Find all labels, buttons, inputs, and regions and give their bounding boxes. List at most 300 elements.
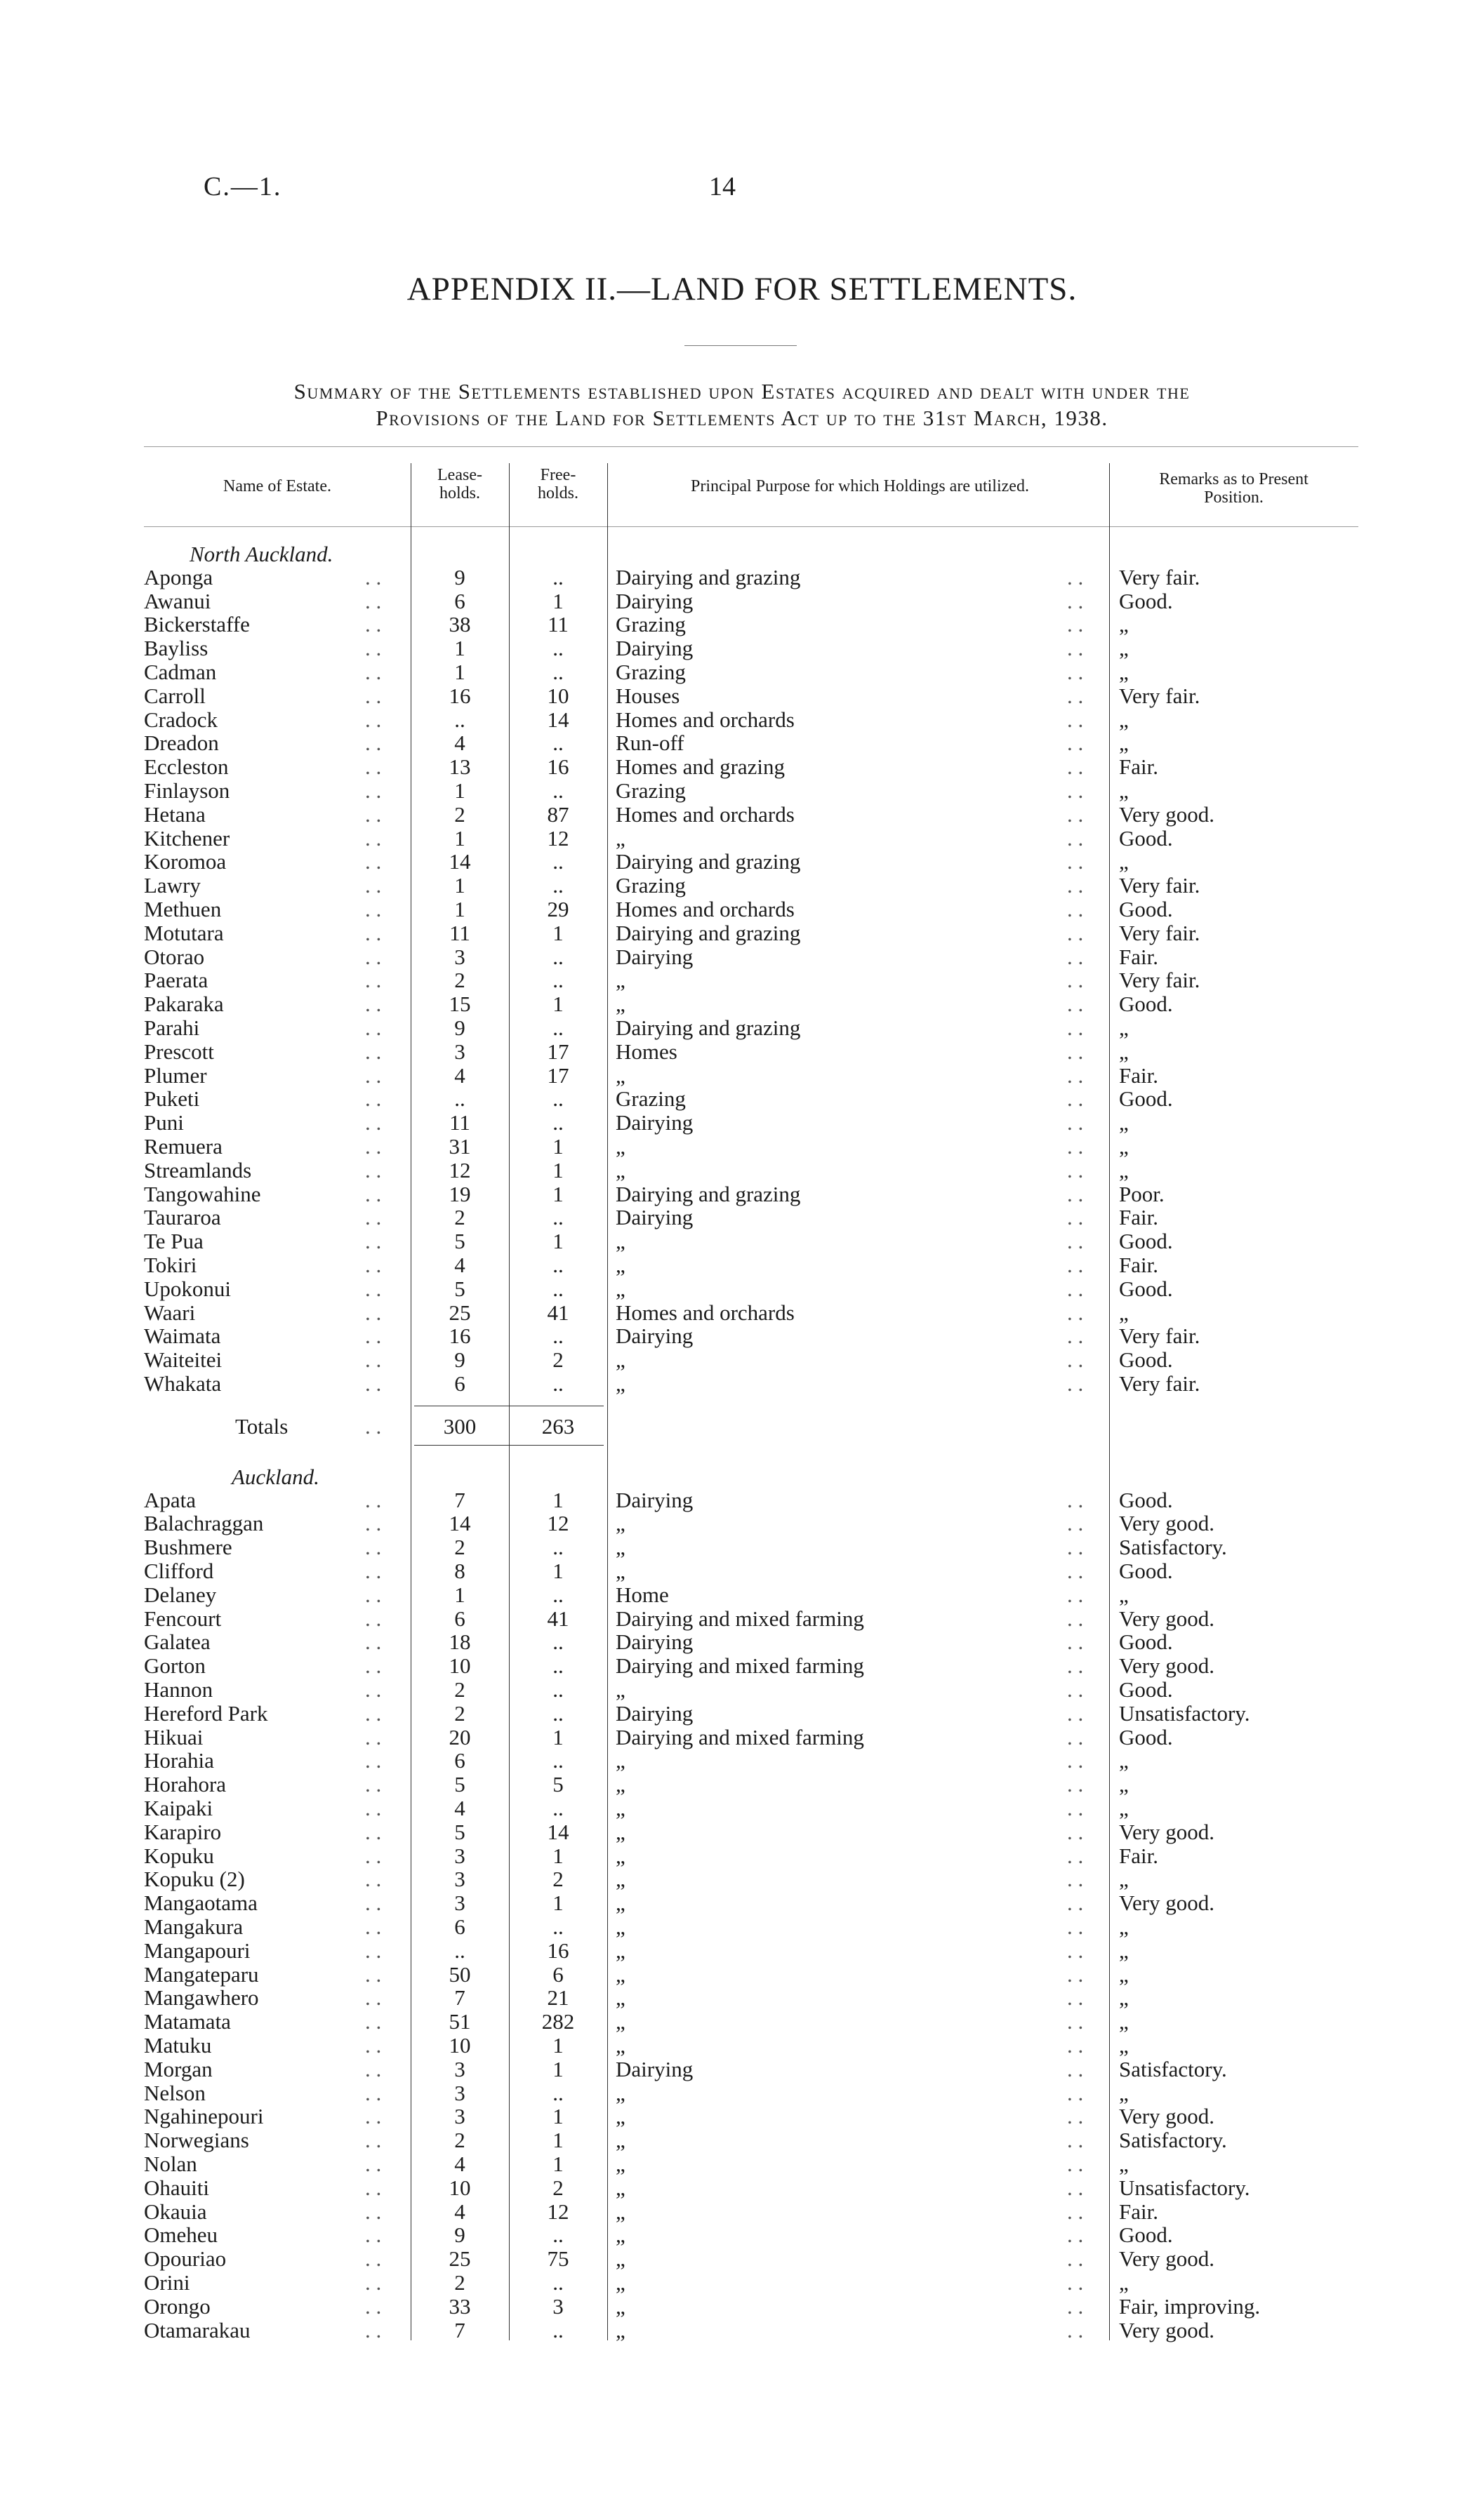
table-row — [0, 2200, 1484, 2223]
table-row — [0, 2319, 1484, 2342]
remarks-text: „ — [1119, 1867, 1129, 1892]
leaseholds-value: 19 — [449, 1181, 471, 1206]
purpose-text: Dairying and mixed farming — [616, 1724, 864, 1749]
leaseholds-value: 1 — [454, 825, 465, 851]
leader-dots: . . — [1067, 1157, 1084, 1182]
purpose-text: Dairying and grazing — [616, 920, 801, 945]
leaseholds-value: 4 — [454, 731, 465, 756]
purpose-text: „ — [616, 992, 625, 1017]
purpose-text: „ — [616, 968, 625, 993]
remarks-text: „ — [1119, 1582, 1129, 1607]
leaseholds-value: 1 — [454, 660, 465, 684]
leader-dots: . . — [365, 1914, 382, 1939]
leader-dots: . . — [1067, 1582, 1084, 1607]
estate-name: Nelson — [144, 2080, 206, 2105]
leader-dots: . . — [365, 1039, 382, 1064]
freeholds-value: 14 — [547, 707, 569, 732]
leaseholds-value: 9 — [454, 1015, 465, 1040]
purpose-text: „ — [616, 2080, 625, 2105]
leaseholds-value: 7 — [454, 1487, 465, 1512]
leaseholds-value: 25 — [449, 1300, 471, 1325]
remarks-text: „ — [1119, 849, 1129, 874]
leader-dots: . . — [1067, 2152, 1084, 2176]
purpose-text: „ — [616, 825, 625, 851]
estate-name: Puketi — [144, 1086, 200, 1112]
leader-dots: . . — [365, 2317, 382, 2342]
leaseholds-value: 3 — [454, 2104, 465, 2129]
estate-name: Parahi — [144, 1015, 200, 1040]
estate-name: Horahia — [144, 1748, 214, 1773]
remarks-text: Very good. — [1119, 1511, 1215, 1536]
leader-dots: . . — [365, 1157, 382, 1182]
leaseholds-value: 2 — [454, 1205, 465, 1230]
remarks-text: „ — [1119, 1134, 1129, 1159]
freeholds-value: .. — [552, 849, 564, 874]
remarks-text: „ — [1119, 612, 1129, 637]
freeholds-value: 1 — [552, 1487, 564, 1512]
summary-line-1: Summary of the Settlements established upon Estates acquired and dealt with under the — [293, 379, 1191, 404]
table-row — [0, 827, 1484, 850]
freeholds-value: .. — [552, 1276, 564, 1301]
leader-dots: . . — [1067, 1772, 1084, 1797]
remarks-text: Good. — [1119, 1677, 1173, 1702]
freeholds-value: 12 — [547, 825, 569, 851]
leader-dots: . . — [1067, 1371, 1084, 1396]
freeholds-value: 16 — [547, 1938, 569, 1963]
freeholds-value: .. — [552, 1535, 564, 1560]
leader-dots: . . — [1067, 754, 1084, 780]
leaseholds-value: 4 — [454, 1796, 465, 1820]
leader-dots: . . — [365, 1015, 382, 1040]
estate-name: Plumer — [144, 1062, 207, 1088]
leaseholds-value: 25 — [449, 2246, 471, 2272]
leaseholds-value: 2 — [454, 1700, 465, 1726]
leader-dots: . . — [1067, 1511, 1084, 1536]
remarks-text: „ — [1119, 1961, 1129, 1987]
remarks-text: Unsatisfactory. — [1119, 1700, 1250, 1726]
leader-dots: . . — [365, 2033, 382, 2058]
leader-dots: . . — [1067, 588, 1084, 613]
estate-name: Hikuai — [144, 1724, 204, 1749]
freeholds-value: 75 — [547, 2246, 569, 2272]
leaseholds-value: 3 — [454, 944, 465, 969]
freeholds-value: .. — [552, 2270, 564, 2295]
purpose-text: Dairying — [616, 588, 694, 613]
leaseholds-value: 51 — [449, 2009, 471, 2034]
remarks-text: Very fair. — [1119, 683, 1200, 708]
purpose-text: „ — [616, 1253, 625, 1277]
leaseholds-value: 2 — [454, 1677, 465, 1702]
leaseholds-value: 3 — [454, 2080, 465, 2105]
freeholds-value: 1 — [552, 1229, 564, 1254]
freeholds-value: .. — [552, 636, 564, 661]
leader-dots: . . — [365, 1724, 382, 1749]
leader-dots: . . — [1067, 2246, 1084, 2272]
table-row — [0, 850, 1484, 873]
leader-dots: . . — [1067, 1867, 1084, 1892]
table-row — [0, 1087, 1484, 1110]
leaseholds-value: .. — [454, 707, 465, 732]
remarks-text: „ — [1119, 1300, 1129, 1325]
leader-dots: . . — [1067, 1677, 1084, 1702]
table-row — [0, 921, 1484, 945]
freeholds-value: 17 — [547, 1039, 569, 1064]
leaseholds-value: 1 — [454, 778, 465, 803]
purpose-text: „ — [616, 1961, 625, 1987]
purpose-text: Dairying — [616, 1629, 694, 1655]
leader-dots: . . — [1067, 944, 1084, 969]
summary-line-2: Provisions of the Land for Settlements Act up to the 31st March, 1938. — [376, 406, 1108, 430]
estate-name: Hereford Park — [144, 1700, 268, 1726]
purpose-text: „ — [616, 2033, 625, 2058]
leaseholds-value: 13 — [449, 754, 471, 780]
table-row — [0, 613, 1484, 636]
estate-name: Whakata — [144, 1371, 222, 1396]
purpose-text: Dairying — [616, 1324, 694, 1349]
col-head-lease-1: Lease- — [437, 466, 482, 484]
leader-dots: . . — [1067, 2270, 1084, 2295]
table-row — [0, 1867, 1484, 1891]
leader-dots: . . — [1067, 1205, 1084, 1230]
leaseholds-value: 4 — [454, 2152, 465, 2176]
table-row — [0, 1535, 1484, 1559]
freeholds-value: 1 — [552, 2128, 564, 2153]
leaseholds-value: 16 — [449, 1324, 471, 1349]
leader-dots: . . — [365, 1276, 382, 1301]
totals-leaseholds: 300 — [443, 1413, 477, 1439]
leader-dots: . . — [365, 778, 382, 803]
purpose-text: „ — [616, 1843, 625, 1868]
freeholds-value: .. — [552, 1653, 564, 1679]
leader-dots: . . — [365, 1324, 382, 1349]
freeholds-value: .. — [552, 1371, 564, 1396]
leader-dots: . . — [365, 1134, 382, 1159]
estate-name: Fencourt — [144, 1606, 222, 1631]
table-row — [0, 968, 1484, 992]
leaseholds-value: 33 — [449, 2293, 471, 2319]
leader-dots: . . — [1067, 1324, 1084, 1349]
leaseholds-value: 10 — [449, 2033, 471, 2058]
table-row — [0, 1348, 1484, 1371]
purpose-text: „ — [616, 1535, 625, 1560]
purpose-text: „ — [616, 1891, 625, 1916]
purpose-text: „ — [616, 1914, 625, 1939]
estate-name: Tangowahine — [144, 1181, 261, 1206]
table-row — [0, 1796, 1484, 1820]
leader-dots: . . — [365, 1748, 382, 1773]
freeholds-value: .. — [552, 1205, 564, 1230]
estate-name: Kaipaki — [144, 1796, 213, 1820]
leader-dots: . . — [1067, 1843, 1084, 1868]
purpose-text: „ — [616, 1772, 625, 1797]
leaseholds-value: 7 — [454, 2317, 465, 2342]
leaseholds-value: 14 — [449, 1511, 471, 1536]
freeholds-value: 10 — [547, 683, 569, 708]
leader-dots: . . — [365, 1253, 382, 1277]
remarks-text: Good. — [1119, 1724, 1173, 1749]
estate-name: Tauraroa — [144, 1205, 221, 1230]
leader-dots: . . — [1067, 1276, 1084, 1301]
table-row — [0, 2152, 1484, 2175]
leader-dots: . . — [1067, 1300, 1084, 1325]
leader-dots: . . — [365, 1300, 382, 1325]
leaseholds-value: 38 — [449, 612, 471, 637]
purpose-text: „ — [616, 1157, 625, 1182]
freeholds-value: .. — [552, 1110, 564, 1135]
purpose-text: Dairying — [616, 1205, 694, 1230]
leader-dots: . . — [1067, 2222, 1084, 2248]
remarks-text: Good. — [1119, 1629, 1173, 1655]
col-head-free-1: Free- — [540, 466, 576, 484]
leaseholds-value: 2 — [454, 1535, 465, 1560]
table-row — [0, 1773, 1484, 1796]
estate-name: Awanui — [144, 588, 211, 613]
leader-dots: . . — [365, 1961, 382, 1987]
table-row — [0, 874, 1484, 897]
leaseholds-value: 6 — [454, 1606, 465, 1631]
purpose-text: Grazing — [616, 612, 686, 637]
freeholds-value: 87 — [547, 801, 569, 827]
table-row — [0, 2271, 1484, 2294]
table-row — [0, 898, 1484, 921]
estate-name: Waiteitei — [144, 1347, 223, 1373]
table-row — [0, 2081, 1484, 2105]
freeholds-value: 16 — [547, 754, 569, 780]
purpose-text: „ — [616, 2270, 625, 2295]
table-row — [0, 1726, 1484, 1749]
leader-dots: . . — [1067, 873, 1084, 898]
table-row — [0, 2247, 1484, 2270]
freeholds-value: .. — [552, 1253, 564, 1277]
leader-dots: . . — [1067, 2317, 1084, 2342]
leaseholds-value: 2 — [454, 2270, 465, 2295]
table-row — [0, 1016, 1484, 1039]
freeholds-value: 1 — [552, 2104, 564, 2129]
table-row — [0, 1678, 1484, 1701]
leaseholds-value: 16 — [449, 683, 471, 708]
freeholds-value: 1 — [552, 1843, 564, 1868]
leader-dots: . . — [1067, 2080, 1084, 2105]
leader-dots: . . — [1067, 1015, 1084, 1040]
table-row — [0, 1702, 1484, 1725]
remarks-text: Good. — [1119, 825, 1173, 851]
estate-name: Norwegians — [144, 2128, 249, 2153]
leaseholds-value: 1 — [454, 873, 465, 898]
leader-dots: . . — [1067, 683, 1084, 708]
estate-name: Te Pua — [144, 1229, 204, 1254]
table-row — [0, 1915, 1484, 1938]
leader-dots: . . — [1067, 897, 1084, 921]
leader-dots: . . — [365, 1819, 382, 1844]
estate-name: Orini — [144, 2270, 190, 2295]
purpose-text: „ — [616, 1985, 625, 2011]
remarks-text: „ — [1119, 1157, 1129, 1182]
purpose-text: „ — [616, 1276, 625, 1301]
table-row — [0, 660, 1484, 684]
leaseholds-value: .. — [454, 1086, 465, 1112]
freeholds-value: 5 — [552, 1772, 564, 1797]
freeholds-value: .. — [552, 2222, 564, 2248]
estate-name: Kopuku — [144, 1843, 214, 1868]
purpose-text: „ — [616, 2175, 625, 2200]
leader-dots: . . — [365, 1413, 382, 1439]
freeholds-value: 1 — [552, 1891, 564, 1916]
freeholds-value: 282 — [541, 2009, 575, 2034]
purpose-text: Homes and orchards — [616, 1300, 795, 1325]
leader-dots: . . — [365, 873, 382, 898]
totals-label: Totals — [235, 1413, 289, 1439]
leaseholds-value: 1 — [454, 1582, 465, 1607]
freeholds-value: 1 — [552, 1724, 564, 1749]
purpose-text: „ — [616, 2293, 625, 2319]
estate-name: Morgan — [144, 2056, 213, 2081]
table-row — [0, 779, 1484, 802]
purpose-text: „ — [616, 1748, 625, 1773]
remarks-text: Very good. — [1119, 1819, 1215, 1844]
leader-dots: . . — [1067, 1796, 1084, 1820]
table-row — [0, 708, 1484, 731]
table-row — [0, 803, 1484, 826]
leader-dots: . . — [365, 1629, 382, 1655]
purpose-text: „ — [616, 2104, 625, 2129]
estate-name: Cadman — [144, 660, 217, 684]
estate-name: Galatea — [144, 1629, 211, 1655]
leaseholds-value: 4 — [454, 1062, 465, 1088]
table-row — [0, 1064, 1484, 1087]
leaseholds-value: 2 — [454, 801, 465, 827]
col-head-purpose: Principal Purpose for which Holdings are utilized. — [691, 477, 1029, 495]
leader-dots: . . — [365, 920, 382, 945]
estate-name: Otamarakau — [144, 2317, 251, 2342]
leaseholds-value: 8 — [454, 1559, 465, 1583]
freeholds-value: .. — [552, 1677, 564, 1702]
leader-dots: . . — [1067, 1229, 1084, 1254]
leader-dots: . . — [365, 1891, 382, 1916]
col-head-remarks-1: Remarks as to Present — [1159, 470, 1309, 488]
leader-dots: . . — [1067, 2128, 1084, 2153]
totals-freeholds: 263 — [541, 1413, 575, 1439]
purpose-text: „ — [616, 1867, 625, 1892]
remarks-text: Poor. — [1119, 1181, 1165, 1206]
leader-dots: . . — [1067, 636, 1084, 661]
leader-dots: . . — [1067, 1961, 1084, 1987]
leader-dots: . . — [1067, 1487, 1084, 1512]
estate-name: Kopuku (2) — [144, 1867, 245, 1892]
leader-dots: . . — [365, 1110, 382, 1135]
leaseholds-value: 3 — [454, 1867, 465, 1892]
leaseholds-value: 31 — [449, 1134, 471, 1159]
leader-dots: . . — [365, 1371, 382, 1396]
freeholds-value: 1 — [552, 1181, 564, 1206]
estate-name: Ngahinepouri — [144, 2104, 264, 2129]
estate-name: Bayliss — [144, 636, 208, 661]
table-row — [0, 2010, 1484, 2033]
totals-bottom-rule — [414, 1445, 604, 1446]
estate-name: Cradock — [144, 707, 218, 732]
estate-name: Waimata — [144, 1324, 221, 1349]
leader-dots: . . — [1067, 1819, 1084, 1844]
remarks-text: Very good. — [1119, 1653, 1215, 1679]
leader-dots: . . — [365, 849, 382, 874]
purpose-text: „ — [616, 1511, 625, 1536]
freeholds-value: .. — [552, 778, 564, 803]
remarks-text: Good. — [1119, 1559, 1173, 1583]
remarks-text: Unsatisfactory. — [1119, 2175, 1250, 2200]
leader-dots: . . — [1067, 1700, 1084, 1726]
remarks-text: Satisfactory. — [1119, 2128, 1227, 2153]
leaseholds-value: 2 — [454, 2128, 465, 2153]
purpose-text: Dairying — [616, 1487, 694, 1512]
estate-name: Puni — [144, 1110, 184, 1135]
freeholds-value: .. — [552, 944, 564, 969]
purpose-text: „ — [616, 2152, 625, 2176]
leader-dots: . . — [1067, 1748, 1084, 1773]
leader-dots: . . — [365, 1985, 382, 2011]
purpose-text: „ — [616, 2317, 625, 2342]
freeholds-value: .. — [552, 1796, 564, 1820]
leaseholds-value: 12 — [449, 1157, 471, 1182]
table-row — [0, 992, 1484, 1015]
leader-dots: . . — [1067, 1985, 1084, 2011]
estate-name: Kitchener — [144, 825, 230, 851]
leader-dots: . . — [365, 1677, 382, 1702]
freeholds-value: 1 — [552, 1559, 564, 1583]
table-row — [0, 1301, 1484, 1324]
leader-dots: . . — [365, 897, 382, 921]
purpose-text: „ — [616, 2222, 625, 2248]
leaseholds-value: 14 — [449, 849, 471, 874]
leader-dots: . . — [1067, 564, 1084, 589]
estate-name: Lawry — [144, 873, 201, 898]
leader-dots: . . — [365, 2222, 382, 2248]
leader-dots: . . — [365, 1535, 382, 1560]
remarks-text: „ — [1119, 1938, 1129, 1963]
estate-name: Hannon — [144, 1677, 213, 1702]
leaseholds-value: 3 — [454, 1891, 465, 1916]
leader-dots: . . — [1067, 1724, 1084, 1749]
estate-name: Tokiri — [144, 1253, 197, 1277]
table-row — [0, 2223, 1484, 2246]
estate-name: Methuen — [144, 897, 222, 921]
freeholds-value: 41 — [547, 1300, 569, 1325]
purpose-text: Dairying and mixed farming — [616, 1606, 864, 1631]
leader-dots: . . — [365, 683, 382, 708]
leader-dots: . . — [365, 2009, 382, 2034]
leaseholds-value: 3 — [454, 1843, 465, 1868]
table-row — [0, 589, 1484, 613]
leader-dots: . . — [1067, 2293, 1084, 2319]
remarks-text: „ — [1119, 1772, 1129, 1797]
remarks-text: Very good. — [1119, 2104, 1215, 2129]
leaseholds-value: 6 — [454, 1371, 465, 1396]
freeholds-value: 1 — [552, 920, 564, 945]
leaseholds-value: 1 — [454, 636, 465, 661]
freeholds-value: 12 — [547, 1511, 569, 1536]
table-row — [0, 945, 1484, 968]
leaseholds-value: 11 — [449, 920, 470, 945]
estate-name: Prescott — [144, 1039, 214, 1064]
purpose-text: Grazing — [616, 778, 686, 803]
purpose-text: „ — [616, 1938, 625, 1963]
leaseholds-value: 10 — [449, 2175, 471, 2200]
freeholds-value: 12 — [547, 2199, 569, 2224]
table-row — [0, 1559, 1484, 1582]
leader-dots: . . — [1067, 612, 1084, 637]
purpose-text: „ — [616, 2128, 625, 2153]
purpose-text: Dairying and grazing — [616, 849, 801, 874]
leader-dots: . . — [1067, 2104, 1084, 2129]
leaseholds-value: 3 — [454, 2056, 465, 2081]
